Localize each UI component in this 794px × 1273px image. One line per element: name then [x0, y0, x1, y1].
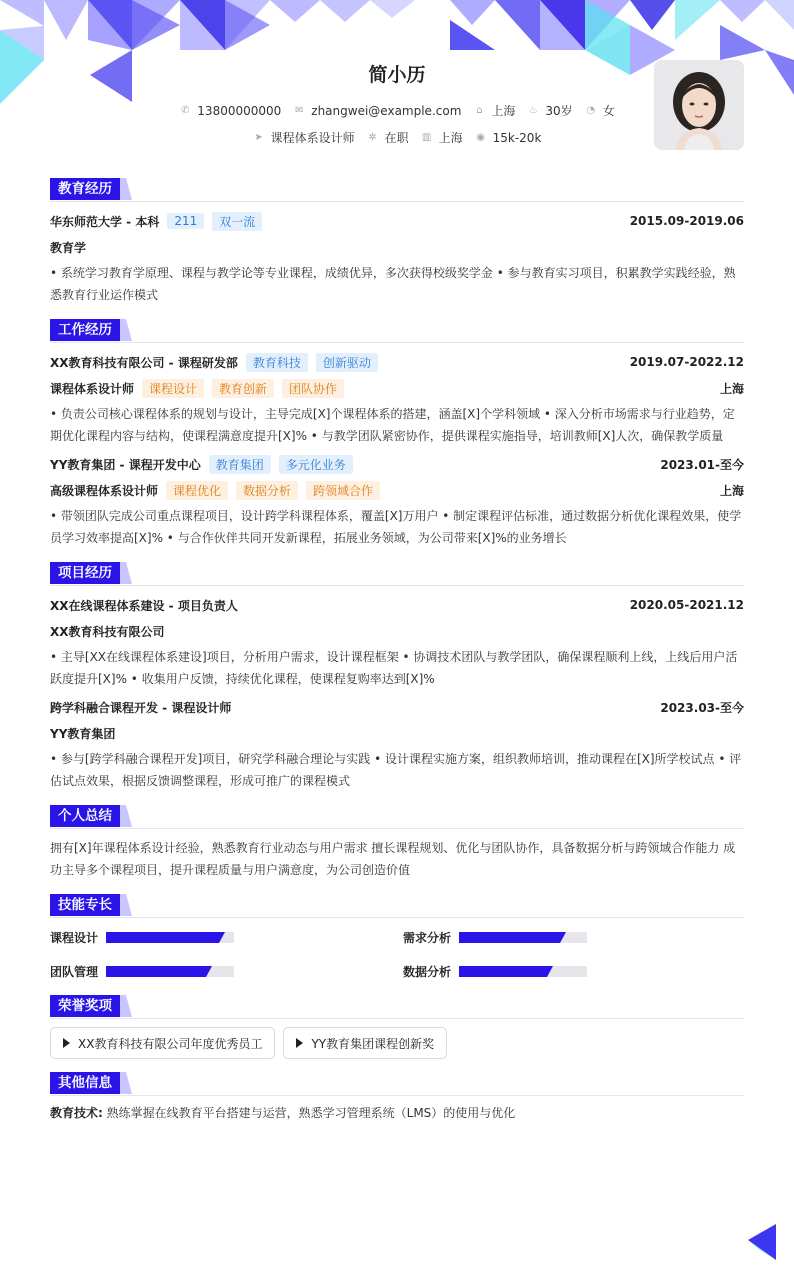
building-icon: ▥	[421, 132, 432, 143]
work-date: 2023.01-至今	[660, 457, 744, 472]
role-tag: 课程优化	[166, 481, 228, 500]
company-name: XX教育科技有限公司 - 课程研发部	[50, 355, 238, 370]
education-date: 2015.09-2019.06	[629, 214, 744, 228]
work-company-row	[50, 453, 744, 475]
skill-label: 团队管理	[50, 964, 99, 979]
corner-decoration	[740, 1220, 780, 1265]
project-name: 跨学科融合课程开发 - 课程设计师	[50, 700, 232, 715]
awards-list	[50, 1027, 744, 1059]
phone-text: 13800000000	[197, 103, 282, 118]
job-target-text: 课程体系设计师	[270, 131, 355, 145]
project-org: YY教育集团	[50, 726, 116, 741]
company-tag: 创新驱动	[316, 353, 378, 372]
work-desc: • 带领团队完成公司重点课程项目，设计跨学科课程体系，覆盖[X]万用户 • 制定课程评估标准，通过数据分析优化课程效果，使学员学习效率提高[X]% • 与合作伙伴共同开发新课程，拓展业务领域，为公司带来[X]%的业务增长	[50, 509, 742, 545]
education-row	[50, 210, 744, 232]
gender-icon: ◔	[586, 105, 596, 116]
work-city: 上海	[719, 381, 744, 396]
mail-icon: ✉	[295, 105, 304, 116]
other-text: 熟练掌握在线教育平台搭建与运营，熟悉学习管理系统（LMS）的使用与优化	[106, 1106, 516, 1120]
portrait-image	[654, 60, 744, 150]
other-info	[50, 1104, 744, 1121]
home-icon: ⌂	[476, 105, 483, 116]
phone-icon: ✆	[181, 105, 190, 116]
title-tail-shape	[120, 1072, 132, 1094]
major-row	[50, 236, 744, 258]
awards-title: 荣誉奖项	[50, 995, 120, 1017]
title-tail-shape	[120, 805, 132, 827]
title-tail-shape	[120, 562, 132, 584]
skill-item	[50, 960, 403, 982]
cake-icon: ♨	[528, 105, 538, 116]
role-name: 课程体系设计师	[50, 381, 135, 396]
job-intent-row	[50, 129, 744, 146]
skills-grid	[50, 926, 744, 982]
send-icon: ➤	[254, 132, 263, 143]
role-tag: 团队协作	[282, 379, 344, 398]
skills-section	[50, 894, 744, 982]
awards-header	[50, 995, 744, 1019]
school-tag: 211	[167, 213, 204, 229]
skill-bar	[459, 966, 587, 977]
other-header	[50, 1072, 744, 1096]
city-item	[421, 129, 463, 146]
skill-bar	[459, 932, 587, 943]
education-header	[50, 178, 744, 202]
education-section	[50, 178, 744, 306]
play-icon	[63, 1038, 70, 1048]
email-item	[293, 104, 461, 118]
location-item	[473, 102, 515, 119]
status-item	[367, 129, 409, 146]
education-desc: • 系统学习教育学原理、课程与教学论等专业课程，成绩优异，多次获得校级奖学金 • 参与教育实习项目，积累教学实践经验，熟悉教育行业运作模式	[50, 266, 736, 302]
work-role-row	[50, 377, 744, 399]
school-name: 华东师范大学 - 本科	[50, 214, 160, 229]
city-text: 上海	[438, 131, 463, 145]
project-row	[50, 696, 744, 718]
skills-title: 技能专长	[50, 894, 120, 916]
skill-fill	[459, 932, 560, 943]
other-label: 教育技术:	[50, 1106, 103, 1120]
award-text: XX教育科技有限公司年度优秀员工	[78, 1036, 263, 1051]
project-header	[50, 562, 744, 586]
skills-header	[50, 894, 744, 918]
salary-item	[475, 131, 542, 145]
gender-text: 女	[602, 104, 615, 118]
work-section	[50, 319, 744, 549]
project-org: XX教育科技有限公司	[50, 624, 165, 639]
skill-label: 数据分析	[403, 964, 452, 979]
avatar	[654, 60, 744, 150]
skill-item	[403, 926, 744, 948]
work-title: 工作经历	[50, 319, 120, 341]
project-row	[50, 594, 744, 616]
gear-icon: ✲	[368, 132, 377, 143]
awards-section	[50, 995, 744, 1059]
resume-header	[50, 0, 744, 165]
project-desc: • 主导[XX在线课程体系建设]项目，分析用户需求，设计课程框架 • 协调技术团队与教学团队，确保课程顺利上线，上线后用户活跃度提升[X]% • 收集用户反馈，持续优化课程，使课程复购率达到[X]%	[50, 650, 738, 686]
summary-header	[50, 805, 744, 829]
project-name: XX在线课程体系建设 - 项目负责人	[50, 598, 238, 613]
company-tag: 教育科技	[246, 353, 308, 372]
skill-item	[50, 926, 403, 948]
role-tag: 跨领域合作	[306, 481, 380, 500]
project-title: 项目经历	[50, 562, 120, 584]
job-target-item	[253, 129, 355, 146]
work-role-row	[50, 479, 744, 501]
award-item	[50, 1027, 275, 1059]
skill-bar	[106, 966, 234, 977]
contact-row	[50, 102, 744, 119]
location-text: 上海	[491, 104, 516, 118]
project-section	[50, 562, 744, 792]
coin-icon: ◉	[476, 132, 485, 143]
phone-item	[179, 104, 281, 118]
summary-text: 拥有[X]年课程体系设计经验，熟悉教育行业动态与用户需求 擅长课程规划、优化与团队协作，具备数据分析与跨领域合作能力 成功主导多个课程项目，提升课程质量与用户满意度，为公司创造价值	[50, 841, 736, 877]
project-org-row	[50, 722, 744, 744]
company-name: YY教育集团 - 课程开发中心	[50, 457, 201, 472]
title-tail-shape	[120, 178, 132, 200]
gender-item	[585, 102, 615, 119]
other-section	[50, 1072, 744, 1121]
play-icon	[296, 1038, 303, 1048]
project-org-row	[50, 620, 744, 642]
skill-fill	[459, 966, 547, 977]
education-title: 教育经历	[50, 178, 120, 200]
skill-fill	[106, 932, 219, 943]
skill-fill	[106, 966, 206, 977]
role-tag: 课程设计	[142, 379, 204, 398]
email-text: zhangwei@example.com	[311, 103, 462, 118]
skill-label: 需求分析	[403, 930, 452, 945]
work-desc: • 负责公司核心课程体系的规划与设计，主导完成[X]个课程体系的搭建，涵盖[X]个学科领域 • 深入分析市场需求与行业趋势，定期优化课程内容与结构，使课程满意度提升[X]% • 与教学团队紧密协作，提供课程实施指导，培训教师[X]人次，确保教学质量	[50, 407, 735, 443]
skill-bar	[106, 932, 234, 943]
age-item	[527, 102, 572, 119]
award-item	[283, 1027, 447, 1059]
age-text: 30岁	[545, 104, 573, 118]
skill-label: 课程设计	[50, 930, 99, 945]
work-header	[50, 319, 744, 343]
title-tail-shape	[120, 319, 132, 341]
summary-section	[50, 805, 744, 881]
work-date: 2019.07-2022.12	[629, 355, 744, 369]
role-tag: 数据分析	[236, 481, 298, 500]
school-tag: 双一流	[212, 212, 262, 231]
work-company-row	[50, 351, 744, 373]
title-tail-shape	[120, 894, 132, 916]
major-name: 教育学	[50, 240, 87, 255]
other-title: 其他信息	[50, 1072, 120, 1094]
company-tag: 多元化业务	[279, 455, 353, 474]
work-city: 上海	[719, 483, 744, 498]
company-tag: 教育集团	[209, 455, 271, 474]
award-text: YY教育集团课程创新奖	[311, 1036, 435, 1051]
candidate-name: 简小历	[368, 64, 426, 86]
project-desc: • 参与[跨学科融合课程开发]项目，研究学科融合理论与实践 • 设计课程实施方案，组织教师培训，推动课程在[X]所学校试点 • 评估试点效果，根据反馈调整课程，形成可推广的课程模式	[50, 752, 742, 788]
project-date: 2020.05-2021.12	[629, 598, 744, 612]
role-tag: 教育创新	[212, 379, 274, 398]
title-tail-shape	[120, 995, 132, 1017]
summary-title: 个人总结	[50, 805, 120, 827]
project-date: 2023.03-至今	[660, 700, 744, 715]
salary-text: 15k-20k	[492, 130, 542, 145]
skill-item	[403, 960, 744, 982]
status-text: 在职	[384, 131, 409, 145]
role-name: 高级课程体系设计师	[50, 483, 159, 498]
